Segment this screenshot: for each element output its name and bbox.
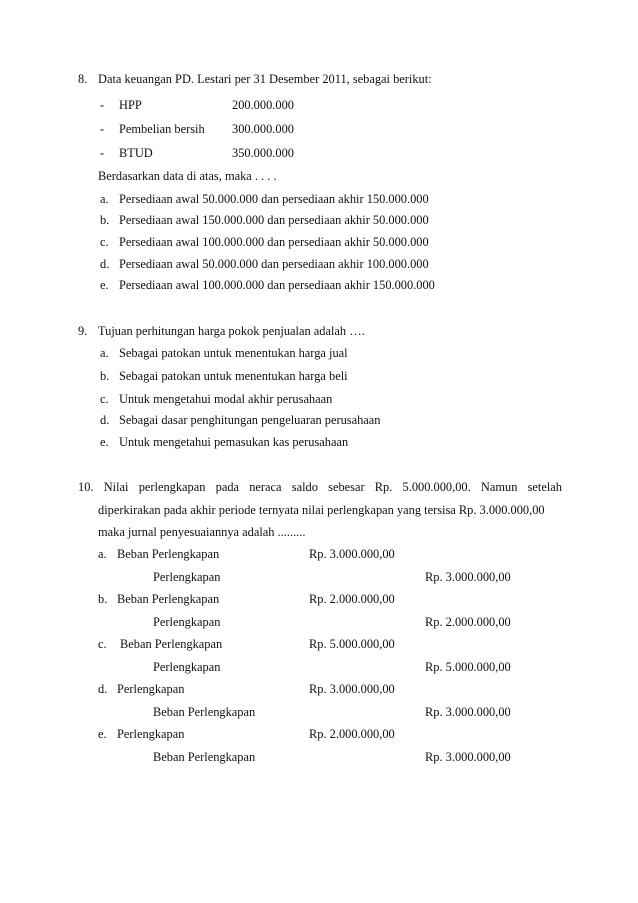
credit-amount: Rp. 5.000.000,00 (425, 660, 511, 674)
option-letter: e. (98, 727, 107, 741)
option-text: Sebagai dasar penghitungan pengeluaran perusahaan (119, 413, 381, 427)
question-stem: Tujuan perhitungan harga pokok penjualan adalah …. (98, 324, 365, 338)
debit-account: Beban Perlengkapan (117, 547, 220, 561)
option-text: Persediaan awal 50.000.000 dan persediaan akhir 100.000.000 (119, 257, 429, 271)
option-letter: c. (100, 235, 109, 249)
data-value: 350.000.000 (232, 146, 294, 160)
debit-account: Perlengkapan (117, 682, 185, 696)
credit-account: Perlengkapan (153, 660, 221, 674)
debit-amount: Rp. 3.000.000,00 (309, 547, 395, 561)
debit-account: Beban Perlengkapan (117, 592, 220, 606)
debit-amount: Rp. 2.000.000,00 (309, 592, 395, 606)
option-letter: b. (98, 592, 108, 606)
credit-amount: Rp. 3.000.000,00 (425, 705, 511, 719)
credit-amount: Rp. 3.000.000,00 (425, 570, 511, 584)
option-letter: b. (100, 369, 110, 383)
option-letter: b. (100, 213, 110, 227)
debit-amount: Rp. 3.000.000,00 (309, 682, 395, 696)
option-letter: c. (98, 637, 107, 651)
option-letter: a. (98, 547, 107, 561)
option-letter: e. (100, 278, 109, 292)
question-stem-line-1 (78, 481, 562, 493)
option-text: Untuk mengetahui pemasukan kas perusahaan (119, 435, 349, 449)
option-text: Untuk mengetahui modal akhir perusahaan (119, 392, 333, 406)
credit-account: Perlengkapan (153, 615, 221, 629)
debit-amount: Rp. 5.000.000,00 (309, 637, 395, 651)
credit-account: Beban Perlengkapan (153, 705, 256, 719)
option-text: Persediaan awal 100.000.000 dan persediaan akhir 150.000.000 (119, 278, 435, 292)
option-text: Persediaan awal 50.000.000 dan persediaan akhir 150.000.000 (119, 192, 429, 206)
debit-account: Beban Perlengkapan (120, 637, 223, 651)
lead-text: Berdasarkan data di atas, maka . . . . (98, 169, 277, 183)
question-number: 9. (78, 324, 88, 338)
data-label: Pembelian bersih (119, 122, 205, 136)
data-value: 200.000.000 (232, 98, 294, 112)
data-bullet: - (100, 122, 105, 136)
option-letter: d. (100, 257, 110, 271)
option-letter: e. (100, 435, 109, 449)
question-stem-line-2: diperkirakan pada akhir periode ternyata nilai perlengkapan yang tersisa Rp. 3.000.000,00 (98, 503, 545, 517)
option-letter: a. (100, 192, 109, 206)
question-stem: Nilai perlengkapan pada neraca saldo sebesar Rp. 5.000.000,00. Namun setelah (103, 480, 562, 494)
credit-amount: Rp. 3.000.000,00 (425, 750, 511, 764)
question-number: 10. (78, 480, 94, 494)
question-number: 8. (78, 72, 88, 86)
data-label: BTUD (119, 146, 153, 160)
debit-amount: Rp. 2.000.000,00 (309, 727, 395, 741)
credit-account: Perlengkapan (153, 570, 221, 584)
debit-account: Perlengkapan (117, 727, 185, 741)
data-bullet: - (100, 98, 105, 112)
option-letter: d. (100, 413, 110, 427)
question-stem-line-3: maka jurnal penyesuaiannya adalah ......... (98, 525, 306, 539)
option-text: Sebagai patokan untuk menentukan harga beli (119, 369, 348, 383)
question-stem: Data keuangan PD. Lestari per 31 Desember 2011, sebagai berikut: (98, 72, 432, 86)
credit-amount: Rp. 2.000.000,00 (425, 615, 511, 629)
option-text: Persediaan awal 100.000.000 dan persediaan akhir 50.000.000 (119, 235, 429, 249)
data-label: HPP (119, 98, 142, 112)
option-letter: d. (98, 682, 108, 696)
option-text: Persediaan awal 150.000.000 dan persediaan akhir 50.000.000 (119, 213, 429, 227)
data-bullet: - (100, 146, 105, 160)
option-text: Sebagai patokan untuk menentukan harga jual (119, 346, 348, 360)
option-letter: c. (100, 392, 109, 406)
credit-account: Beban Perlengkapan (153, 750, 256, 764)
option-letter: a. (100, 346, 109, 360)
data-value: 300.000.000 (232, 122, 294, 136)
